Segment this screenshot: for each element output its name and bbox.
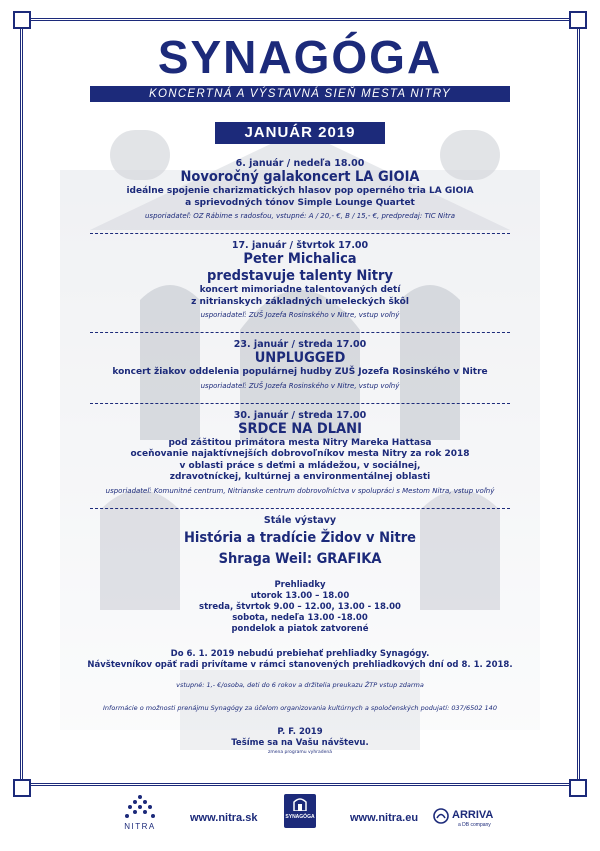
event-description: koncert žiakov oddelenia populárnej hudby ZUŠ Jozefa Rosinského v Nitre (112, 367, 488, 377)
arriva-logo-icon (433, 808, 449, 824)
entry-fee: vstupné: 1,- €/osoba, deti do 6 rokov a držitelia preukazu ŽTP vstup zdarma (176, 680, 424, 689)
synagogue-icon (292, 797, 308, 811)
event (60, 158, 540, 221)
synagoga-logo-text: SYNAGÓGA (285, 814, 315, 820)
synagoga-logo (284, 794, 316, 828)
change-note: zmena programu vyhradená (267, 749, 333, 755)
event-title: predstavuje talenty Nitry (207, 268, 393, 284)
notice-line: Návštevníkov opäť radi privítame v rámci stanovených prehliadkových dní od 8. 1. 2018. (87, 659, 513, 670)
nitra-logo-icon (124, 794, 156, 820)
tours-line: pondelok a piatok zatvorené (231, 623, 369, 634)
frame-corner-ornament (13, 11, 31, 29)
event-description: v oblasti práce s deťmi a mládežou, v sociálnej, (179, 460, 421, 471)
program (60, 155, 540, 756)
event-organizer: usporiadateľ: ZUŠ Jozefa Rosinského v Nitre, vstup voľný (200, 381, 400, 390)
tours-line: streda, štvrtok 9.00 – 12.00, 13.00 - 18.00 (199, 601, 401, 612)
notice (60, 649, 540, 671)
tours (60, 580, 540, 635)
event (60, 410, 540, 496)
event-description: z nitrianskych základných umeleckých škôl (191, 296, 409, 307)
event (60, 240, 540, 320)
nitra-logo-text: NITRA (124, 822, 156, 831)
arriva-tagline: a DB company (458, 822, 491, 828)
event-date: 23. január / streda 17.00 (233, 339, 367, 350)
exhibitions-label: Stále výstavy (263, 514, 337, 526)
divider (90, 397, 510, 404)
exhibition-title: Shraga Weil: GRAFIKA (218, 550, 382, 567)
event-description: koncert mimoriadne talentovaných detí (199, 285, 401, 295)
exhibition-title: História a tradície Židov v Nitre (183, 529, 417, 546)
event-title: UNPLUGGED (254, 350, 346, 366)
page-title: SYNAGÓGA (157, 31, 443, 83)
event-date: 30. január / streda 17.00 (233, 409, 367, 421)
event-title: Novoročný galakoncert LA GIOIA (180, 169, 420, 185)
event-description: a sprievodných tónov Simple Lounge Quartet (185, 197, 415, 208)
frame-corner-ornament (569, 11, 587, 29)
welcome-text: Tešíme sa na Vašu návštevu. (231, 737, 369, 748)
event-description: pod záštitou primátora mesta Nitry Mareka Hattasa (168, 437, 432, 448)
tours-line: utorok 13.00 – 18.00 (250, 590, 350, 601)
event-organizer: usporiadateľ: OZ Rábime s radosťou, vstupné: A / 20,- €, B / 15,- €, predpredaj: TIC Nitra (144, 212, 455, 220)
nitra-sk-link[interactable]: www.nitra.sk (190, 812, 258, 824)
event-title: SRDCE NA DLANI (238, 420, 362, 437)
page-subtitle: KONCERTNÁ A VÝSTAVNÁ SIEŇ MESTA NITRY (90, 86, 510, 102)
event-organizer: usporiadateľ: Komunitné centrum, Nitrianske centrum dobrovoľníctva v spolupráci s Mestom Nitra, vstup voľný (105, 486, 495, 495)
event-date: 6. január / nedeľa 18.00 (235, 158, 365, 169)
event-title: Peter Michalica (243, 251, 357, 267)
pf-greeting: P. F. 2019 (277, 726, 323, 737)
event-description: zdravotníckej, kultúrnej a environmentálnej oblasti (169, 472, 431, 482)
footer-logos (0, 792, 600, 842)
arriva-logo-text: ARRIVA (452, 809, 494, 821)
divider (90, 227, 510, 234)
event-date: 17. január / štvrtok 17.00 (231, 240, 369, 251)
notice-line: Do 6. 1. 2019 nebudú prebiehať prehliadky Synagógy. (170, 648, 430, 659)
month-banner: JANUÁR 2019 (215, 122, 385, 144)
event-description: ideálne spojenie charizmatických hlasov pop operného tria LA GIOIA (126, 186, 474, 196)
exhibitions (60, 515, 540, 568)
event-description: oceňovanie najaktívnejších dobrovoľníkov mesta Nitry za rok 2018 (130, 449, 470, 459)
divider (90, 326, 510, 333)
rental-info: Informácie o možnosti prenájmu Synagógy za účelom organizovania kultúrnych a spoločenských podujatí: 037/6502 140 (103, 703, 497, 712)
tours-label: Prehliadky (274, 579, 326, 590)
divider (90, 502, 510, 509)
event-organizer: usporiadateľ: ZUŠ Jozefa Rosinského v Nitre, vstup voľný (200, 311, 400, 319)
tours-line: sobota, nedeľa 13.00 -18.00 (232, 612, 368, 623)
nitra-eu-link[interactable]: www.nitra.eu (350, 812, 419, 824)
event (60, 339, 540, 391)
